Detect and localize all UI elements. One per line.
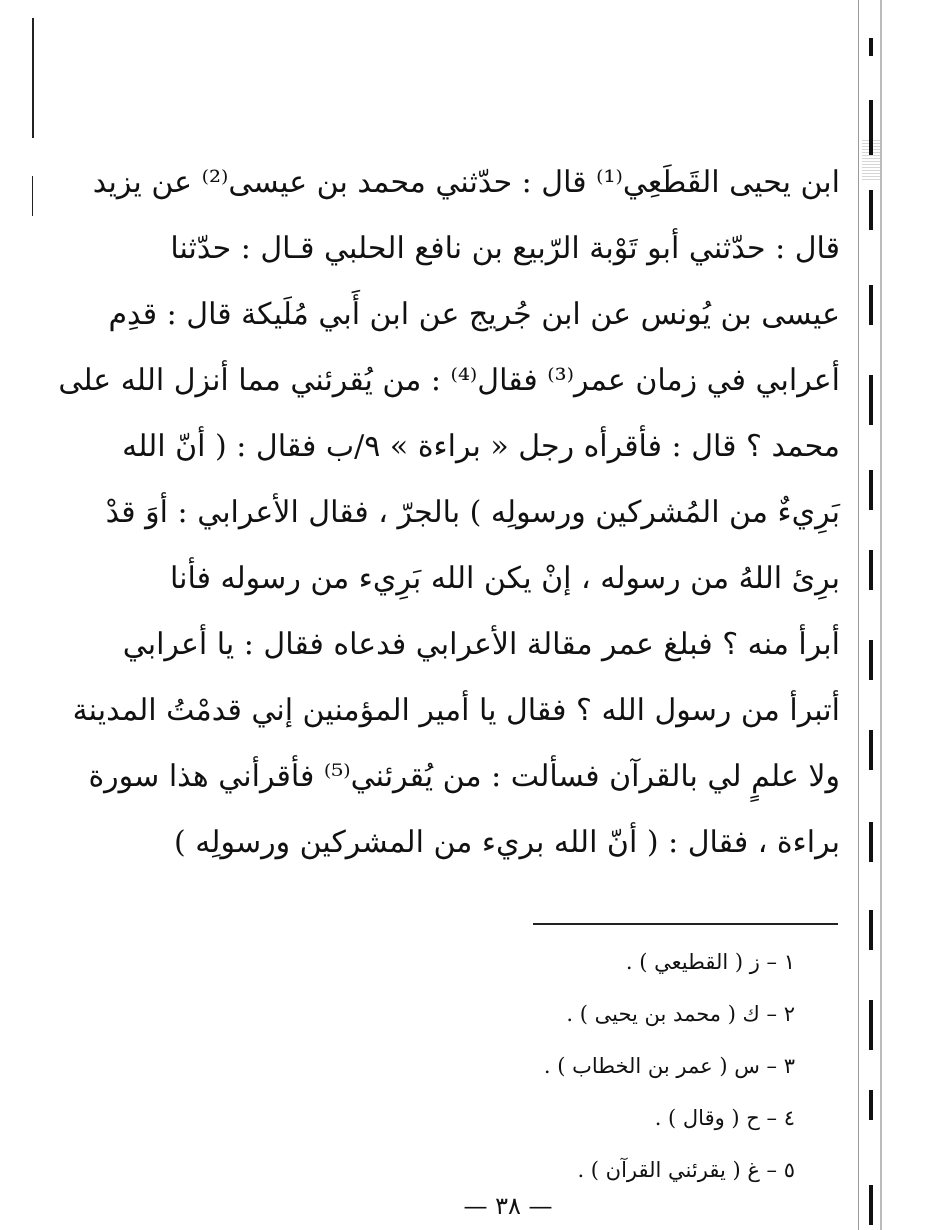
binding-mark [869,910,873,950]
text-line: قال : حدّثني أبو تَوْبة الرّبيع بن نافع الحلبي قـال : حدّثنا [170,231,840,266]
footnote: ٤ – ح ( وقال ) . [654,1106,795,1130]
binding-mark [869,375,873,425]
text-line: ابن يحيى القَطَعِي⁽¹⁾ قال : حدّثني محمد بن عيسى⁽²⁾ عن يزيد [92,165,840,200]
text-line: محمد ؟ قال : فأقرأه رجل « براءة » ٩/ب فقال : ( أنّ الله [122,429,840,464]
binding-mark [869,1090,873,1120]
binding-mark [869,190,873,230]
text-line: بَرِيءٌ من المُشركين ورسولِه ) بالجرّ ، فقال الأعرابي : أوَ قدْ [105,495,840,530]
footnotes [480,936,795,1196]
text-line: أعرابي في زمان عمر⁽³⁾ فقال⁽⁴⁾ : من يُقرئني مما أنزل الله على [58,363,840,398]
scan-edge-line [858,0,859,1230]
binding-mark [869,730,873,770]
footnote: ٥ – غ ( يقرئني القرآن ) . [577,1158,795,1182]
binding-mark [869,1185,873,1225]
scan-margin-line [32,176,33,216]
text-line: برِئ اللهُ من رسوله ، إنْ يكن الله بَرِيء من رسوله فأنا [169,561,840,596]
binding-mark [869,38,873,56]
main-text [58,150,840,876]
scan-margin-line [32,18,34,138]
binding-mark [869,822,873,862]
text-line: أتبرأ من رسول الله ؟ فقال يا أمير المؤمنين إني قدمْتُ المدينة [72,693,840,728]
binding-mark [869,640,873,680]
footnote: ٣ – س ( عمر بن الخطاب ) . [543,1054,795,1078]
text-line: ولا علمٍ لي بالقرآن فسألت : من يُقرئني⁽⁵⁾ فأقرأني هذا سورة [88,759,840,794]
page-number: — ٣٨ — [463,1192,553,1220]
binding-mark [869,1000,873,1050]
binding-mark [869,550,873,590]
text-line: عيسى بن يُونس عن ابن جُريج عن ابن أَبي مُلَيكة قال : قدِم [108,297,840,332]
text-line: أبرأ منه ؟ فبلغ عمر مقالة الأعرابي فدعاه فقال : يا أعرابي [122,627,840,662]
binding-mark [869,100,873,155]
binding-mark [869,470,873,510]
scan-edge-line [880,0,882,1230]
footnote: ١ – ز ( القطيعي ) . [625,950,795,974]
footnote: ٢ – ك ( محمد بن يحيى ) . [566,1002,795,1026]
binding-mark [869,285,873,325]
footnote-divider [533,923,838,925]
text-line: براءة ، فقال : ( أنّ الله بريء من المشركين ورسولِه ) [173,825,840,860]
